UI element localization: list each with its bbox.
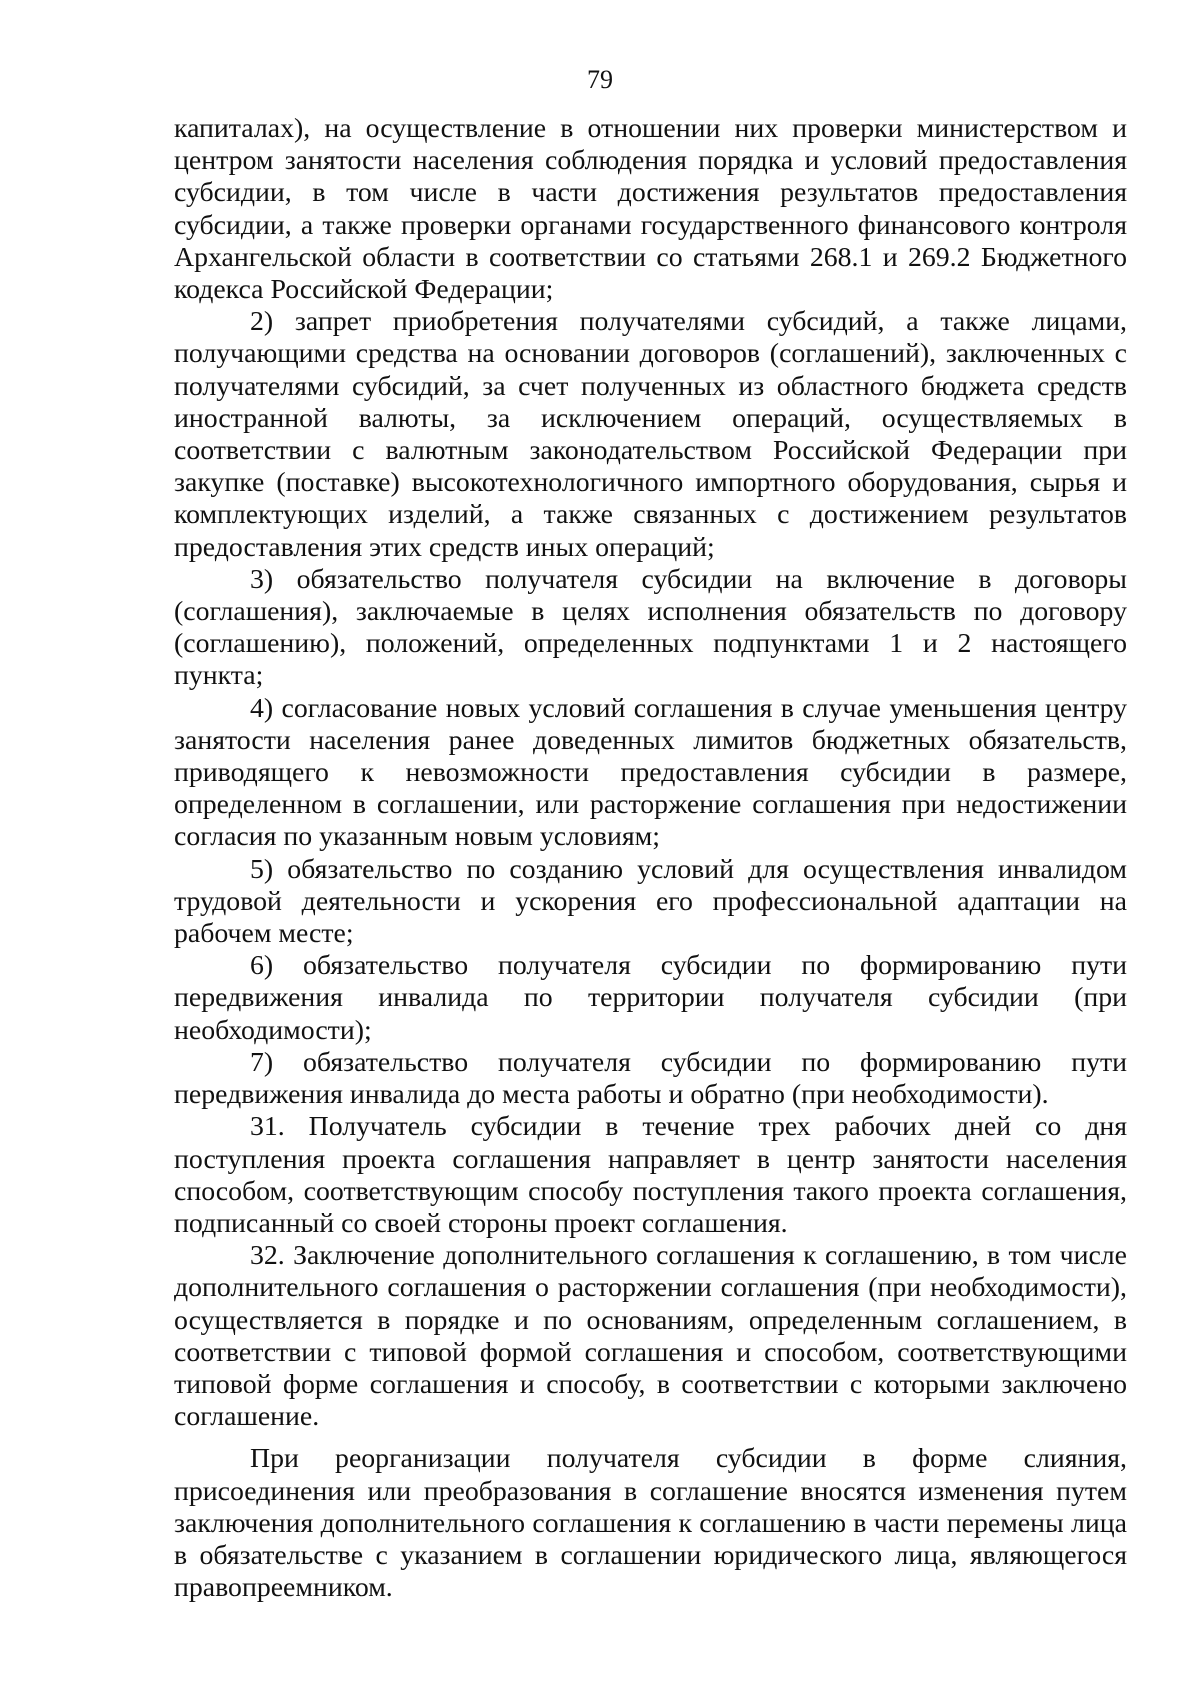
paragraph-item-4: 4) согласование новых условий соглашения в случае уменьшения центру занятости населения ранее доведенных лимитов бюджетных обязательств, приводящего к невозможности предоставления субсидии в размере, определенном в соглашении, или расторжение соглашения при недостижении согласия по указанным новым условиям;	[174, 692, 1127, 853]
paragraph-item-7: 7) обязательство получателя субсидии по формированию пути передвижения инвалида до места работы и обратно (при необходимости).	[174, 1046, 1127, 1111]
paragraph-clause-31: 31. Получатель субсидии в течение трех рабочих дней со дня поступления проекта соглашения направляет в центр занятости населения способом, соответствующим способу поступления такого проекта соглашения, подписанный со своей стороны проект соглашения.	[174, 1111, 1127, 1239]
paragraph-clause-32: 32. Заключение дополнительного соглашения к соглашению, в том числе дополнительного соглашения о расторжении соглашения (при необходимости), осуществляется в порядке и по основаниям, определенным соглашением, в соответствии с типовой формой соглашения и способом, соответствующими типовой форме соглашения и способу, в соответствии с которыми заключено соглашение.	[174, 1240, 1127, 1433]
document-body	[174, 113, 1127, 1604]
paragraph-item-3: 3) обязательство получателя субсидии на включение в договоры (соглашения), заключаемые в целях исполнения обязательств по договору (соглашению), положений, определенных подпунктами 1 и 2 настоящего пункта;	[174, 563, 1127, 692]
paragraph-continuation: капиталах), на осуществление в отношении них проверки министерством и центром занятости населения соблюдения порядка и условий предоставления субсидии, в том числе в части достижения результатов предоставления субсидии, а также проверки органами государственного финансового контроля Архангельской области в соответствии со статьями 268.1 и 269.2 Бюджетного кодекса Российской Федерации;	[174, 113, 1127, 306]
paragraph-reorganization: При реорганизации получателя субсидии в форме слияния, присоединения или преобразования в соглашение вносятся изменения путем заключения дополнительного соглашения к соглашению в части перемены лица в обязательстве с указанием в соглашении юридического лица, являющегося правопреемником.	[174, 1443, 1127, 1604]
page-number: 79	[587, 65, 613, 94]
paragraph-item-5: 5) обязательство по созданию условий для осуществления инвалидом трудовой деятельности и ускорения его профессиональной адаптации на рабочем месте;	[174, 853, 1127, 950]
paragraph-item-2: 2) запрет приобретения получателями субсидий, а также лицами, получающими средства на основании договоров (соглашений), заключенных с получателями субсидий, за счет полученных из областного бюджета средств иностранной валюты, за исключением операций, осуществляемых в соответствии с валютным законодательством Российской Федерации при закупке (поставке) высокотехнологичного импортного оборудования, сырья и комплектующих изделий, а также связанных с достижением результатов предоставления этих средств иных операций;	[174, 306, 1127, 563]
paragraph-item-6: 6) обязательство получателя субсидии по формированию пути передвижения инвалида по территории получателя субсидии (при необходимости);	[174, 950, 1127, 1046]
